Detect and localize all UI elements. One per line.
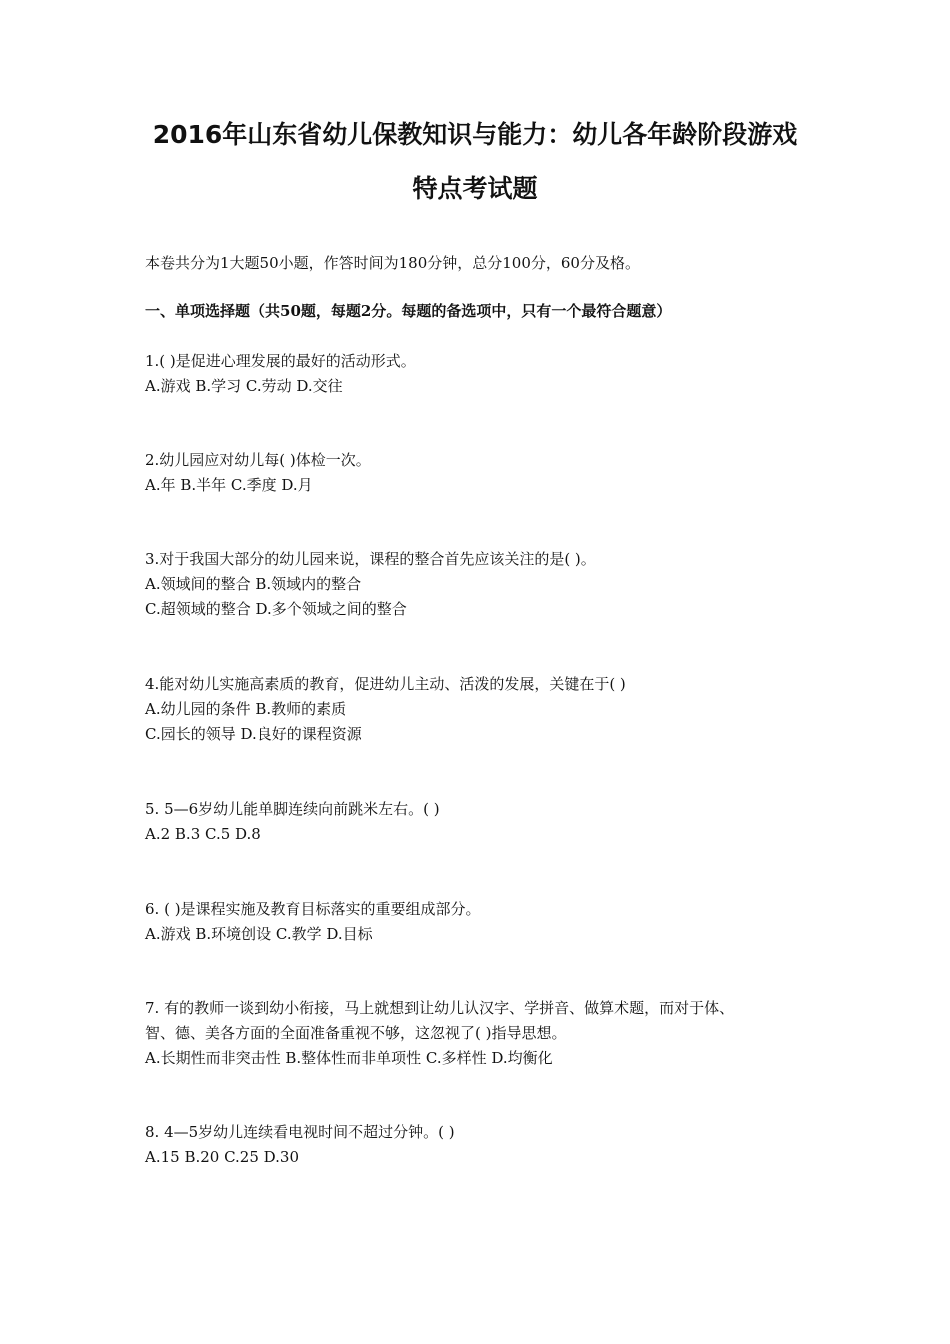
question-stem: 3.对于我国大部分的幼儿园来说，课程的整合首先应该关注的是( )。 [145,550,596,568]
exam-intro: 本卷共分为1大题50小题，作答时间为180分钟，总分100分，60分及格。 [145,254,640,272]
question-4 [145,672,815,747]
question-stem: 1.( )是促进心理发展的最好的活动形式。 [145,352,416,370]
question-3 [145,547,815,622]
question-options: A.游戏 B.环境创设 C.教学 D.目标 [145,925,373,943]
question-options: A.领域间的整合 B.领域内的整合 [145,575,362,593]
question-1 [145,349,815,399]
question-stem: 4.能对幼儿实施高素质的教育，促进幼儿主动、活泼的发展，关键在于( ) [145,675,626,693]
question-options: C.超领域的整合 D.多个领域之间的整合 [145,600,407,618]
question-2 [145,448,815,498]
question-stem: 5. 5—6岁幼儿能单脚连续向前跳米左右。( ) [145,800,440,818]
question-7 [145,996,815,1071]
question-options: A.幼儿园的条件 B.教师的素质 [145,700,347,718]
section-heading: 一、单项选择题（共50题，每题2分。每题的备选项中，只有一个最符合题意） [145,302,672,320]
question-options: A.游戏 B.学习 C.劳动 D.交往 [145,377,343,395]
question-options: A.2 B.3 C.5 D.8 [145,825,261,843]
question-stem-continued: 智、德、美各方面的全面准备重视不够，这忽视了( )指导思想。 [145,1024,567,1042]
question-options: A.年 B.半年 C.季度 D.月 [145,476,313,494]
question-stem: 2.幼儿园应对幼儿每( )体检一次。 [145,451,371,469]
document-title-line1: 2016年山东省幼儿保教知识与能力：幼儿各年龄阶段游戏 [152,120,798,149]
question-stem: 6. ( )是课程实施及教育目标落实的重要组成部分。 [145,900,481,918]
question-options: A.15 B.20 C.25 D.30 [145,1148,300,1166]
question-5 [145,797,815,847]
question-8 [145,1120,815,1170]
question-6 [145,897,815,947]
question-stem: 8. 4—5岁幼儿连续看电视时间不超过分钟。( ) [145,1123,455,1141]
question-options: A.长期性而非突击性 B.整体性而非单项性 C.多样性 D.均衡化 [145,1049,553,1067]
question-options: C.园长的领导 D.良好的课程资源 [145,725,362,743]
question-stem: 7. 有的教师一谈到幼小衔接，马上就想到让幼儿认汉字、学拼音、做算术题，而对于体、 [145,999,735,1017]
document-title-line2: 特点考试题 [412,174,538,203]
